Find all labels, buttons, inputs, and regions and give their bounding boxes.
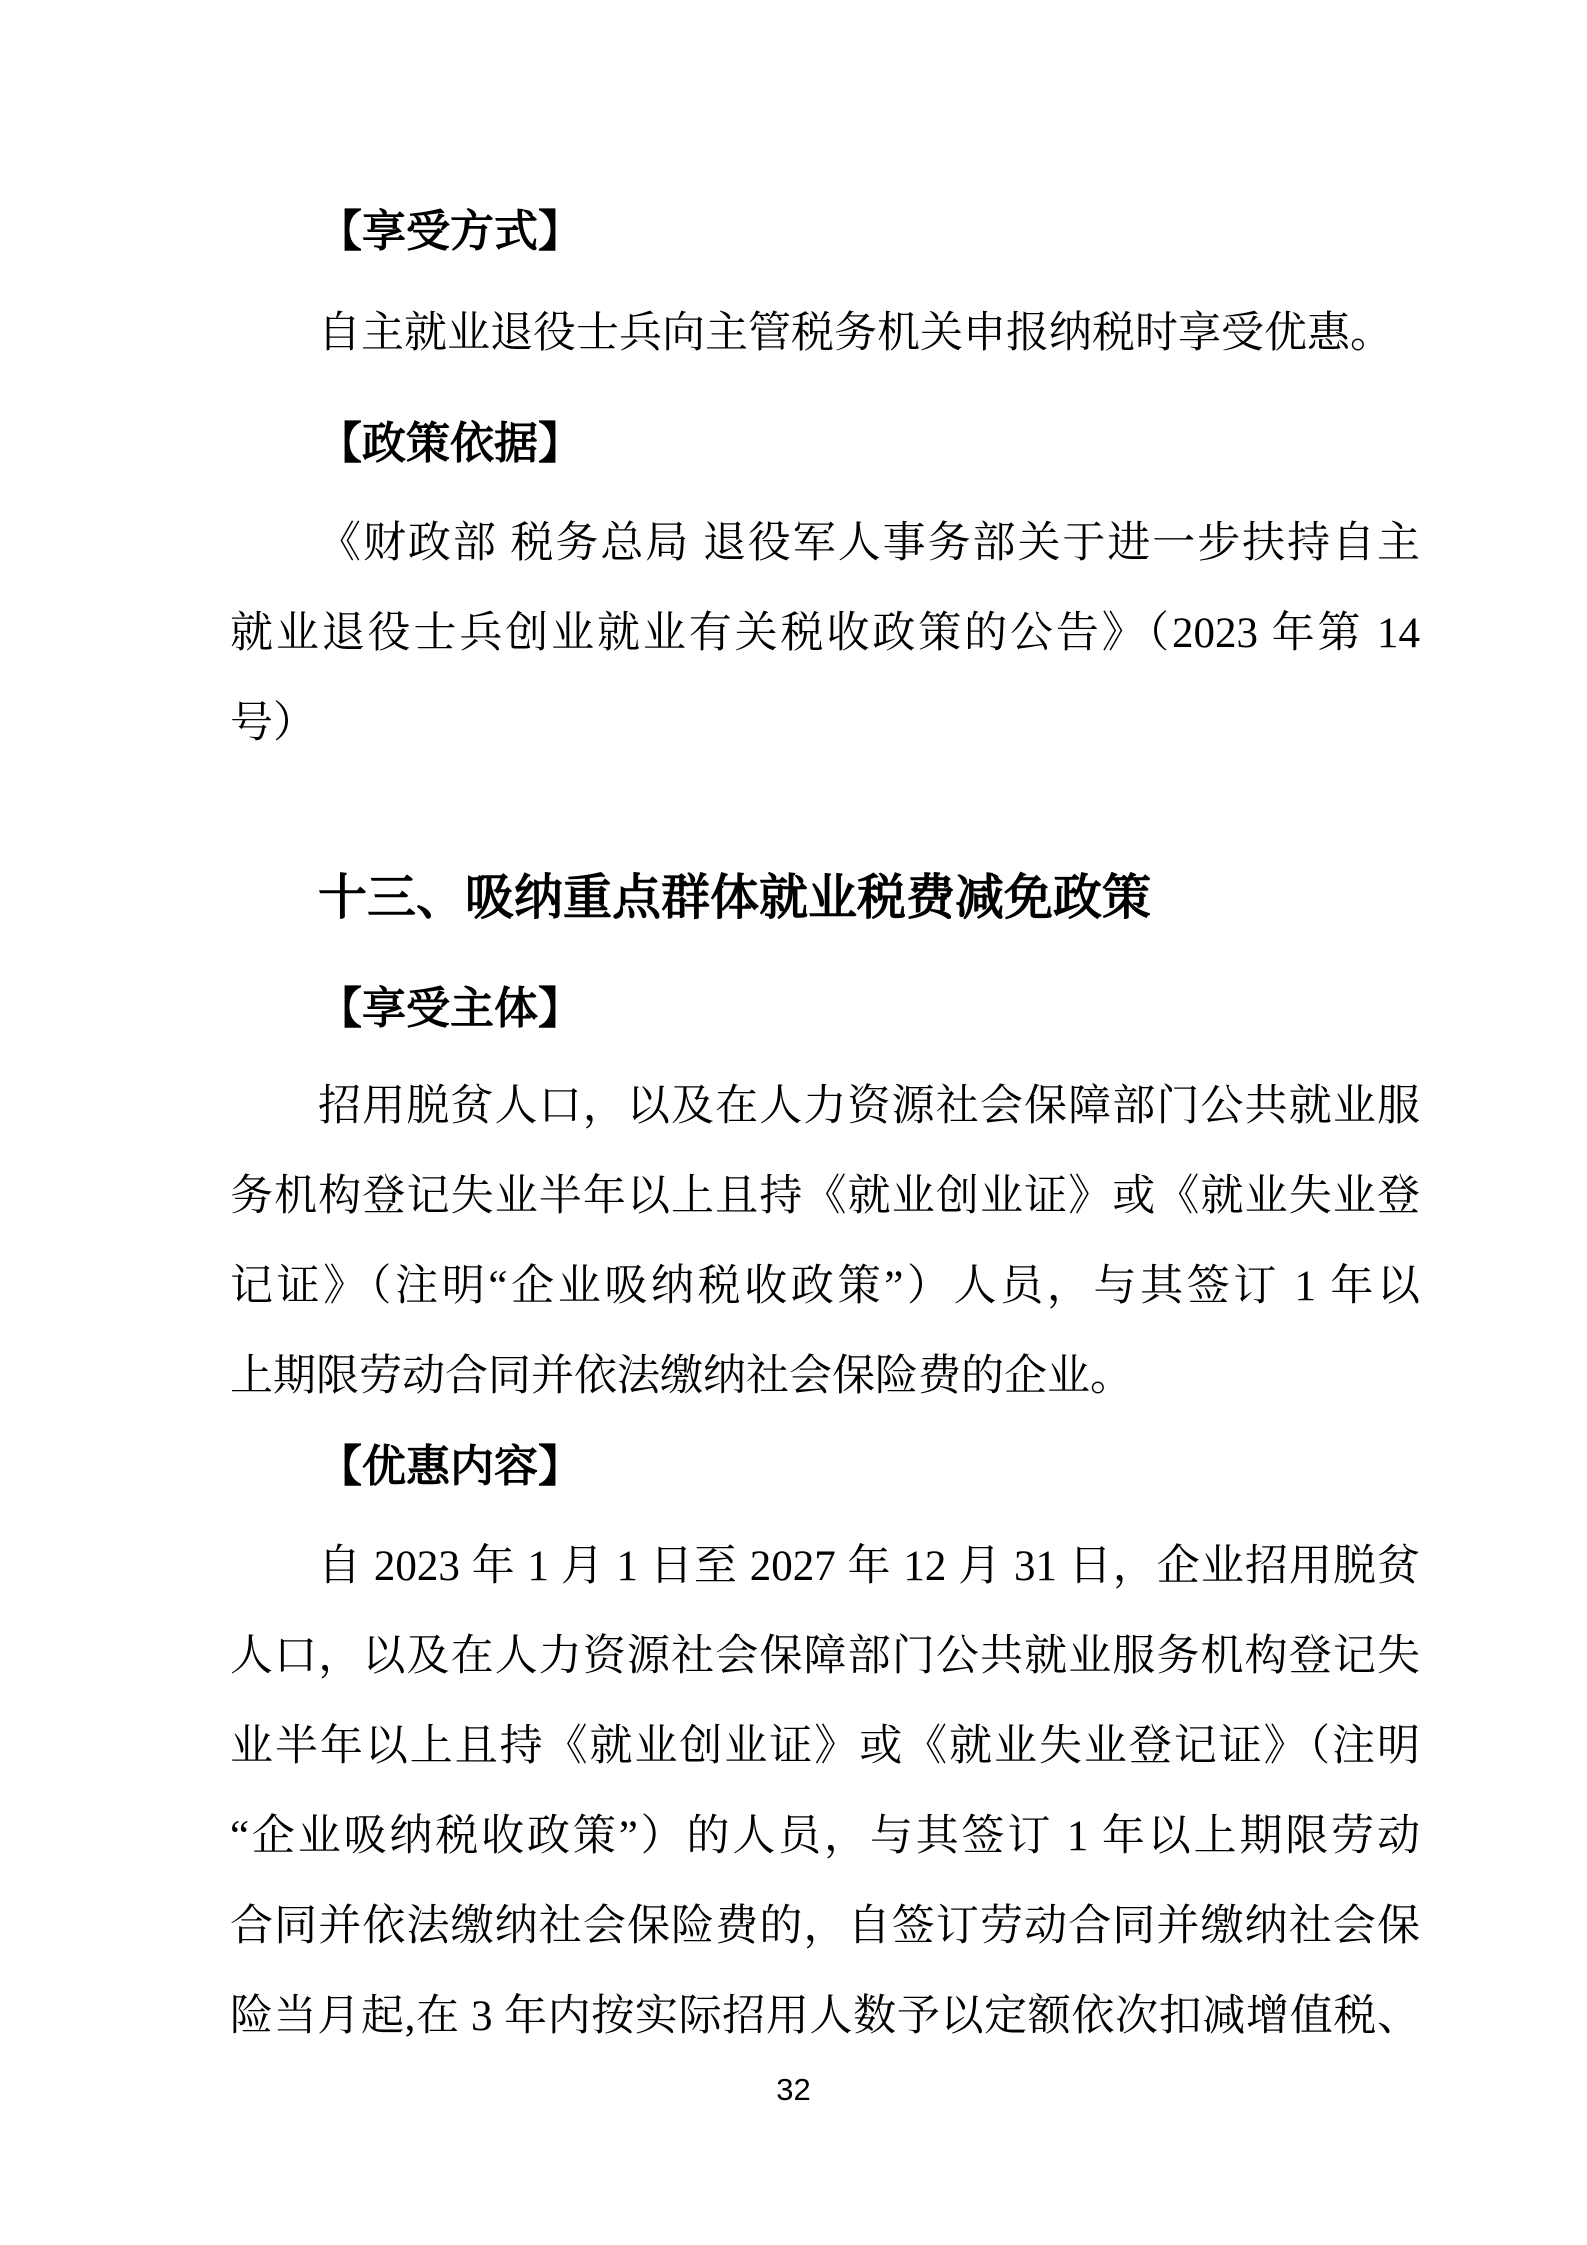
- text-line: 自主就业退役士兵向主管税务机关申报纳税时享受优惠。: [318, 310, 1393, 357]
- paragraph-benefit-content: [230, 1522, 1420, 2062]
- text-line: 务机构登记失业半年以上且持《就业创业证》或《就业失业登: [230, 1173, 1420, 1220]
- paragraph-enjoy-subject: [230, 1062, 1420, 1422]
- text-line: 招用脱贫人口，以及在人力资源社会保障部门公共就业服: [318, 1083, 1420, 1130]
- text-line: 险当月起,在 3 年内按实际招用人数予以定额依次扣减增值税、: [230, 1993, 1420, 2040]
- section-13-title: 十三、吸纳重点群体就业税费减免政策: [318, 871, 1152, 925]
- text-line: 业半年以上且持《就业创业证》或《就业失业登记证》（注明: [230, 1723, 1420, 1770]
- heading-policy-basis: 【政策依据】: [318, 419, 582, 468]
- text-line: 《财政部 税务总局 退役军人事务部关于进一步扶持自主: [318, 520, 1420, 567]
- heading-benefit-content: 【优惠内容】: [318, 1442, 582, 1491]
- paragraph-enjoy-method: [230, 289, 1420, 379]
- heading-enjoy-subject: 【享受主体】: [318, 984, 582, 1033]
- text-line: 上期限劳动合同并依法缴纳社会保险费的企业。: [230, 1353, 1133, 1400]
- text-line: 人口，以及在人力资源社会保障部门公共就业服务机构登记失: [230, 1633, 1420, 1680]
- text-line: 记证》（注明“企业吸纳税收政策”）人员，与其签订 1 年以: [230, 1263, 1420, 1310]
- text-line: 合同并依法缴纳社会保险费的，自签订劳动合同并缴纳社会保: [230, 1903, 1420, 1950]
- page-number: 32: [776, 2072, 811, 2107]
- paragraph-policy-basis: [230, 499, 1420, 769]
- text-line: “企业吸纳税收政策”）的人员，与其签订 1 年以上期限劳动: [230, 1813, 1420, 1860]
- heading-enjoy-method: 【享受方式】: [318, 207, 582, 256]
- text-line: 就业退役士兵创业就业有关税收政策的公告》（2023 年第 14: [230, 610, 1420, 657]
- text-line: 自 2023 年 1 月 1 日至 2027 年 12 月 31 日，企业招用脱贫: [318, 1543, 1420, 1590]
- text-line: 号）: [230, 700, 316, 747]
